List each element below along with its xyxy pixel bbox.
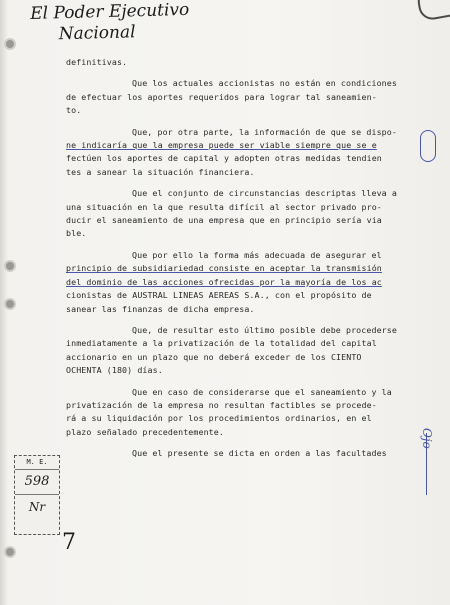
page-number: 7 — [62, 530, 76, 555]
text-line: OCHENTA (180) días. — [66, 365, 163, 376]
text-line: inmediatamente a la privatización de la totalidad del capital — [66, 338, 377, 349]
text-line: Que, por otra parte, la información de que se dispo- — [132, 126, 397, 137]
text-line: ble. — [66, 228, 87, 239]
paragraph — [66, 126, 434, 180]
text-line: Que los actuales accionistas no están en condiciones — [132, 78, 397, 89]
stamp-label: M. E. — [15, 456, 59, 470]
letterhead — [30, 0, 231, 46]
registry-stamp — [14, 455, 60, 535]
text-line: ducir el saneamiento de una empresa que en principio sería via — [66, 215, 382, 226]
text-line: cionistas de AUSTRAL LINEAS AEREAS S.A., con el propósito de — [66, 290, 372, 301]
text-line: tes a sanear la situación financiera. — [66, 166, 255, 177]
text-line: fectúen los aportes de capital y adopten otras medidas tendien — [66, 153, 382, 164]
text-line: plazo señalado precedentemente. — [66, 426, 224, 437]
text-line: principio de subsidiariedad consiste en aceptar la transmisión — [66, 263, 382, 274]
paragraph — [66, 187, 434, 241]
punch-hole — [6, 40, 14, 48]
text-line: Que el presente se dicta en orden a las facultades — [132, 448, 387, 459]
document-body — [66, 56, 434, 469]
text-line: definitivas. — [66, 57, 128, 67]
margin-note: Ojo — [420, 428, 434, 449]
punch-hole — [6, 262, 14, 270]
stamp-number: 598 — [15, 470, 59, 495]
corner-stamp — [416, 0, 450, 22]
text-line: ne indicaría que la empresa puede ser viable siempre que se e — [66, 140, 377, 151]
text-line: rá a su liquidación por los procedimientos ordinarios, en el — [66, 413, 372, 424]
punch-hole — [6, 548, 14, 556]
text-line: del dominio de las acciones ofrecidas por la mayoría de los ac — [66, 276, 382, 287]
text-line: privatización de la empresa no resultan factibles se procede- — [66, 399, 377, 410]
paragraph — [66, 447, 434, 460]
letterhead-line-1: El Poder Ejecutivo — [30, 0, 190, 24]
paragraph — [66, 324, 434, 378]
paragraph — [66, 56, 434, 69]
paragraph — [66, 249, 434, 316]
text-line: Que en caso de considerarse que el saneamiento y la — [132, 386, 392, 397]
letterhead-line-2: Nacional — [58, 22, 136, 45]
punch-hole — [6, 300, 14, 308]
stamp-initials: Nr — [28, 500, 46, 514]
margin-circle-mark — [420, 130, 436, 162]
text-line: Que por ello la forma más adecuada de asegurar el — [132, 249, 382, 260]
text-line: sanear las finanzas de dicha empresa. — [66, 303, 255, 314]
text-line: to. — [66, 105, 82, 116]
text-line: Que, de resultar esto último posible debe procederse — [132, 324, 397, 335]
text-line: accionario en un plazo que no deberá exceder de los CIENTO — [66, 351, 362, 362]
paragraph — [66, 77, 434, 117]
text-line: de efectuar los aportes requeridos para lograr tal saneamien- — [66, 91, 377, 102]
text-line: una situación en la que resulta difícil al sector privado pro- — [66, 201, 382, 212]
paragraph — [66, 386, 434, 440]
text-line: Que el conjunto de circunstancias descriptas lleva a — [132, 188, 397, 199]
